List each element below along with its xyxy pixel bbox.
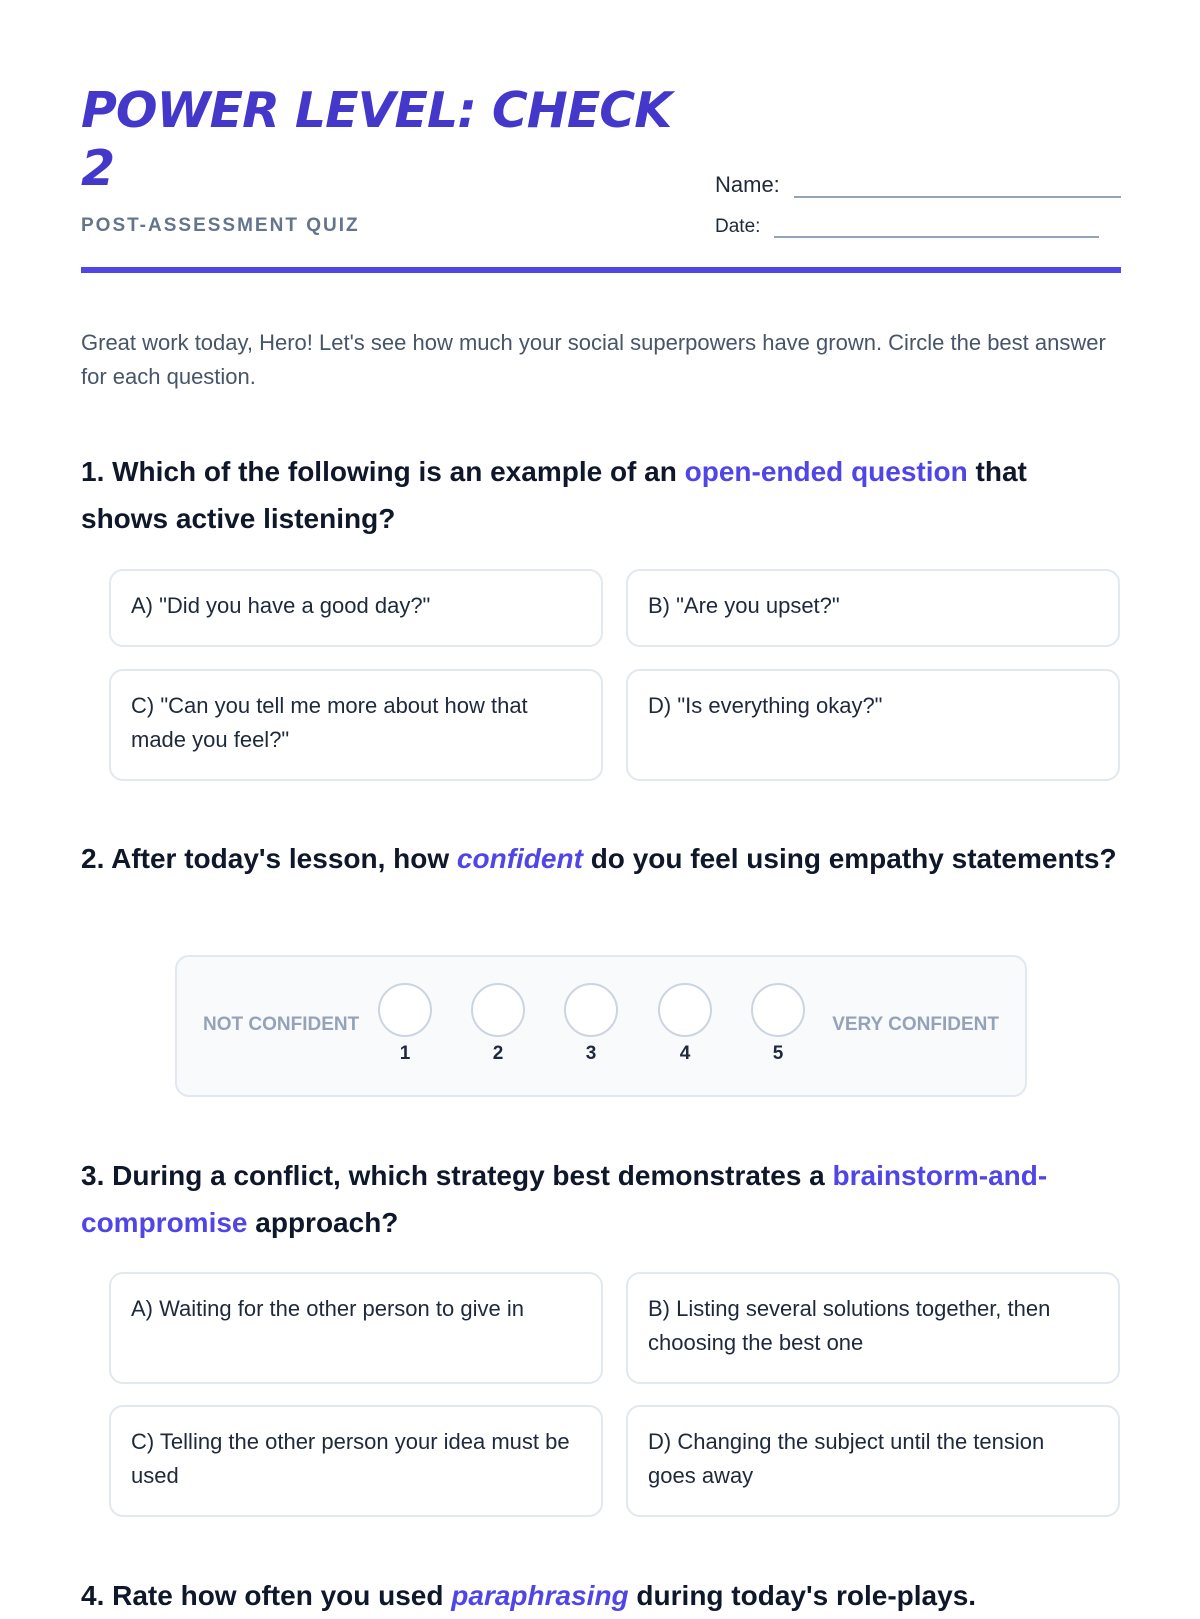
scale-left-label: NOT CONFIDENT <box>203 1014 360 1035</box>
question-1 <box>81 448 1121 542</box>
scale-option-2[interactable] <box>470 983 526 1065</box>
q3-option-b[interactable]: B) Listing several solutions together, then choosing the best one <box>626 1272 1120 1384</box>
q1-option-d[interactable]: D) "Is everything okay?" <box>626 669 1120 781</box>
question-4 <box>81 1572 1121 1619</box>
scale-number: 4 <box>679 1043 691 1064</box>
date-line[interactable] <box>774 213 1099 238</box>
scale-number: 2 <box>492 1043 504 1064</box>
page-title: POWER LEVEL: CHECK 2 <box>81 82 672 197</box>
name-label: Name: <box>715 172 780 197</box>
question-1-highlight: open-ended question <box>684 456 968 487</box>
q1-option-b[interactable]: B) "Are you upset?" <box>626 569 1120 647</box>
question-3-suffix: approach? <box>247 1207 399 1238</box>
header-divider <box>81 267 1121 273</box>
question-1-prefix: 1. Which of the following is an example of an <box>81 456 685 487</box>
question-3-highlight: brainstorm-and-compromise <box>81 1160 1048 1238</box>
question-4-prefix: 4. Rate how often you used <box>81 1580 452 1611</box>
question-2-prefix: 2. After today's lesson, how <box>81 843 457 874</box>
question-4-suffix: during today's role-plays. <box>628 1580 977 1611</box>
quiz-header <box>81 0 1121 275</box>
question-2-suffix: do you feel using empathy statements? <box>582 843 1117 874</box>
question-2-highlight: confident <box>456 843 583 874</box>
name-line[interactable] <box>794 170 1121 198</box>
scale-option-5[interactable] <box>750 983 806 1065</box>
q3-option-c[interactable]: C) Telling the other person your idea must be used <box>109 1405 603 1517</box>
date-label: Date: <box>715 216 761 237</box>
scale-option-1[interactable] <box>377 983 433 1065</box>
page-subtitle: POST-ASSESSMENT QUIZ <box>81 215 360 236</box>
q3-option-a[interactable]: A) Waiting for the other person to give in <box>109 1272 603 1384</box>
scale-number: 1 <box>399 1043 411 1064</box>
name-field[interactable] <box>715 170 1121 198</box>
question-3 <box>81 1152 1121 1246</box>
question-3-prefix: 3. During a conflict, which strategy best demonstrates a <box>81 1160 833 1191</box>
scale-option-3[interactable] <box>563 983 619 1065</box>
q1-option-c[interactable]: C) "Can you tell me more about how that made you feel?" <box>109 669 603 781</box>
date-field[interactable] <box>715 213 1099 238</box>
q1-option-a[interactable]: A) "Did you have a good day?" <box>109 569 603 647</box>
q3-option-d[interactable]: D) Changing the subject until the tension goes away <box>626 1405 1120 1517</box>
scale-circle[interactable] <box>471 983 525 1037</box>
question-1-suffix: that shows active listening? <box>81 456 1027 534</box>
scale-circle[interactable] <box>751 983 805 1037</box>
scale-circle[interactable] <box>658 983 712 1037</box>
scale-circle[interactable] <box>564 983 618 1037</box>
scale-number: 3 <box>585 1043 597 1064</box>
scale-circle[interactable] <box>378 983 432 1037</box>
scale-number: 5 <box>772 1043 784 1064</box>
intro-text: Great work today, Hero! Let's see how much your social superpowers have grown. Circle the best answer for each question. <box>81 330 1106 389</box>
scale-option-4[interactable] <box>657 983 713 1065</box>
scale-right-label: VERY CONFIDENT <box>832 1014 999 1035</box>
confidence-scale <box>175 955 1027 1097</box>
question-4-highlight: paraphrasing <box>451 1580 629 1611</box>
question-2 <box>81 835 1121 882</box>
quiz-page <box>81 0 1121 1611</box>
